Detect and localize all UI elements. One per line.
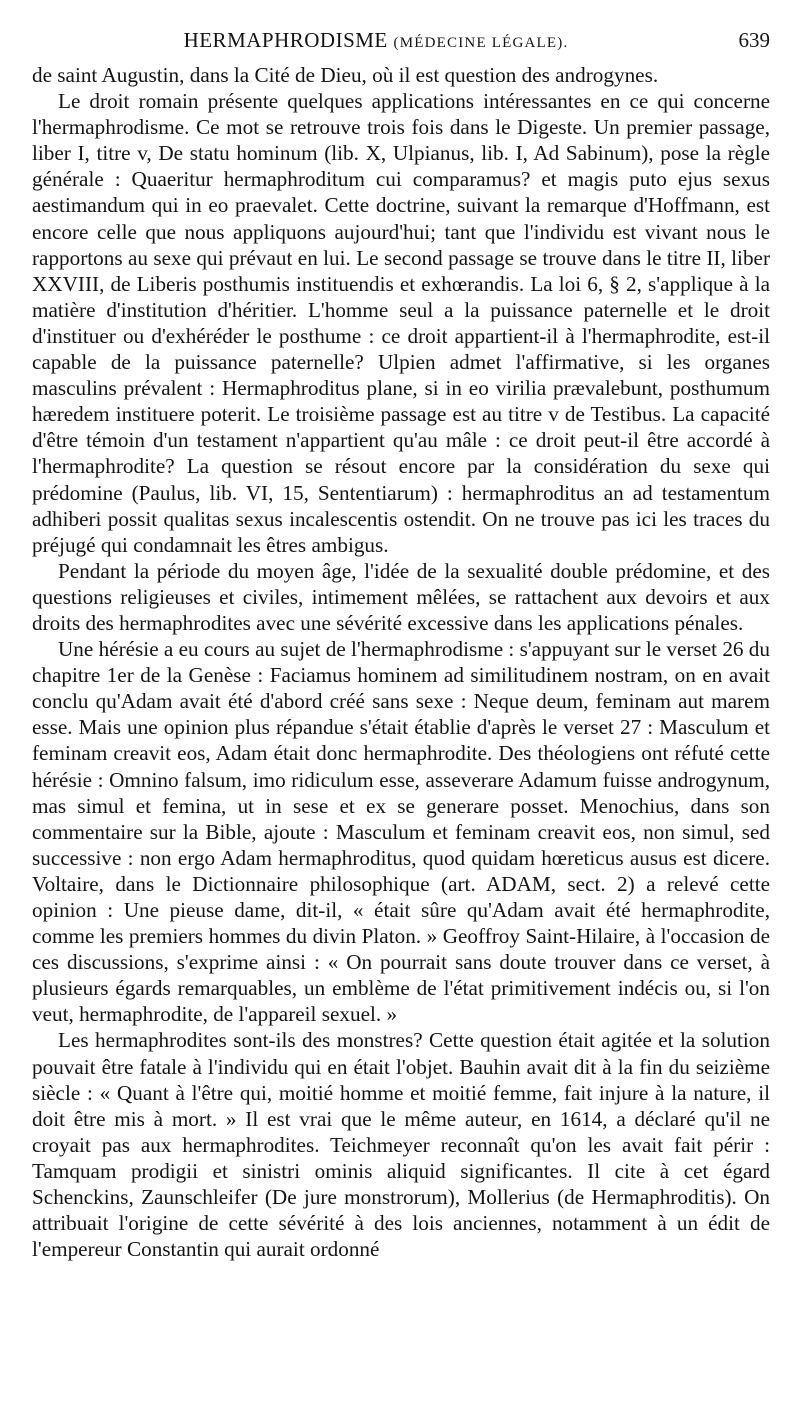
running-title — [32, 28, 720, 55]
running-title-sub: (MÉDECINE LÉGALE). — [393, 35, 569, 51]
paragraph-1: de saint Augustin, dans la Cité de Dieu, où il est question des androgynes. — [32, 63, 659, 87]
document-page — [32, 28, 770, 1262]
running-title-main: HERMAPHRODISME — [183, 28, 388, 52]
paragraph-2: Le droit romain présente quelques applications intéressantes en ce qui concerne l'hermaphrodisme. Ce mot se retrouve trois fois dans le Digeste. Un premier passage, liber I, titre v, De statu hominum (lib. X, Ulpianus, lib. I, Ad Sabinum), pose la règle générale : Quaeritur hermaphroditum cui comparamus? et magis puto ejus sexus aestimandum qui in eo praevalet. Cette doctrine, suivant la remarque d'Hoffmann, est encore celle que nous appliquons aujourd'hui; tant que l'individu est vivant nous le rapportons au sexe qui prévaut en lui. Le second passage se trouve dans le titre II, liber XXVIII, de Liberis posthumis instituendis et exhœrandis. La loi 6, § 2, s'applique à la matière d'institution d'héritier. L'homme seul a la puissance paternelle et le droit d'instituer ou d'exhéréder le posthume : ce droit appartient-il à l'hermaphrodite, est-il capable de la puissance paternelle? Ulpien admet l'affirmative, si les organes masculins prévalent : Hermaphroditus plane, si in eo virilia prævalebunt, posthumum hæredem instituere poterit. Le troisième passage est au titre v de Testibus. La capacité d'être témoin d'un testament n'appartient qu'au mâle : ce droit peut-il être accordé à l'hermaphrodite? La question se résout encore par la considération du sexe qui prédomine (Paulus, lib. VI, 15, Sententiarum) : hermaphroditus an ad testamentum adhiberi possit qualitas sexus incalescentis ostendit. On ne trouve pas ici les traces du préjugé qui condamnait les êtres ambigus. — [32, 89, 770, 557]
body-text — [32, 62, 770, 1262]
running-head — [32, 28, 770, 55]
paragraph-5: Les hermaphrodites sont-ils des monstres? Cette question était agitée et la solution pouvait être fatale à l'individu qui en était l'objet. Bauhin avait dit à la fin du seizième siècle : « Quant à l'être qui, moitié homme et moitié femme, fait injure à la nature, il doit être mis à mort. » Il est vrai que le même auteur, en 1614, a déclaré qu'il ne croyait pas aux hermaphrodites. Teichmeyer reconnaît qu'on les avait fait périr : Tamquam prodigii et sinistri ominis aliquid significantes. Il cite à cet égard Schenckins, Zaunschleifer (De jure monstrorum), Mollerius (de Hermaphroditis). On attribuait l'origine de cette sévérité à des lois anciennes, notamment à un édit de l'empereur Constantin qui aurait ordonné — [32, 1028, 770, 1262]
paragraph-3: Pendant la période du moyen âge, l'idée de la sexualité double prédomine, et des questions religieuses et civiles, intimement mêlées, se rattachent aux devoirs et aux droits des hermaphrodites avec une sévérité excessive dans les applications pénales. — [32, 558, 770, 635]
paragraph-4: Une hérésie a eu cours au sujet de l'hermaphrodisme : s'appuyant sur le verset 26 du chapitre 1er de la Genèse : Faciamus hominem ad similitudinem nostram, on en avait conclu qu'Adam avait été d'abord créé sans sexe : Neque deum, feminam aut marem esse. Mais une opinion plus répandue s'était établie d'après le verset 27 : Masculum et feminam creavit eos, Adam était donc hermaphrodite. Des théologiens ont réfuté cette hérésie : Omnino falsum, imo ridiculum esse, asseverare Adamum fuisse androgynum, mas simul et femina, ut in sese et ex se generare posset. Menochius, dans son commentaire sur la Bible, ajoute : Masculum et feminam creavit eos, non simul, sed successive : non ergo Adam hermaphroditus, quod quidam hœreticus ausus est dicere. Voltaire, dans le Dictionnaire philosophique (art. ADAM, sect. 2) a relevé cette opinion : Une pieuse dame, dit-il, « était sûre qu'Adam avait été hermaphrodite, comme les premiers hommes du divin Platon. » Geoffroy Saint-Hilaire, à l'occasion de ces discussions, s'exprime ainsi : « On pourrait sans doute trouver dans ce verset, à plusieurs égards remarquables, un emblème de l'état primitivement indécis ou, si l'on veut, hermaphrodite, de l'appareil sexuel. » — [32, 637, 770, 1027]
page-number: 639 — [738, 28, 770, 52]
